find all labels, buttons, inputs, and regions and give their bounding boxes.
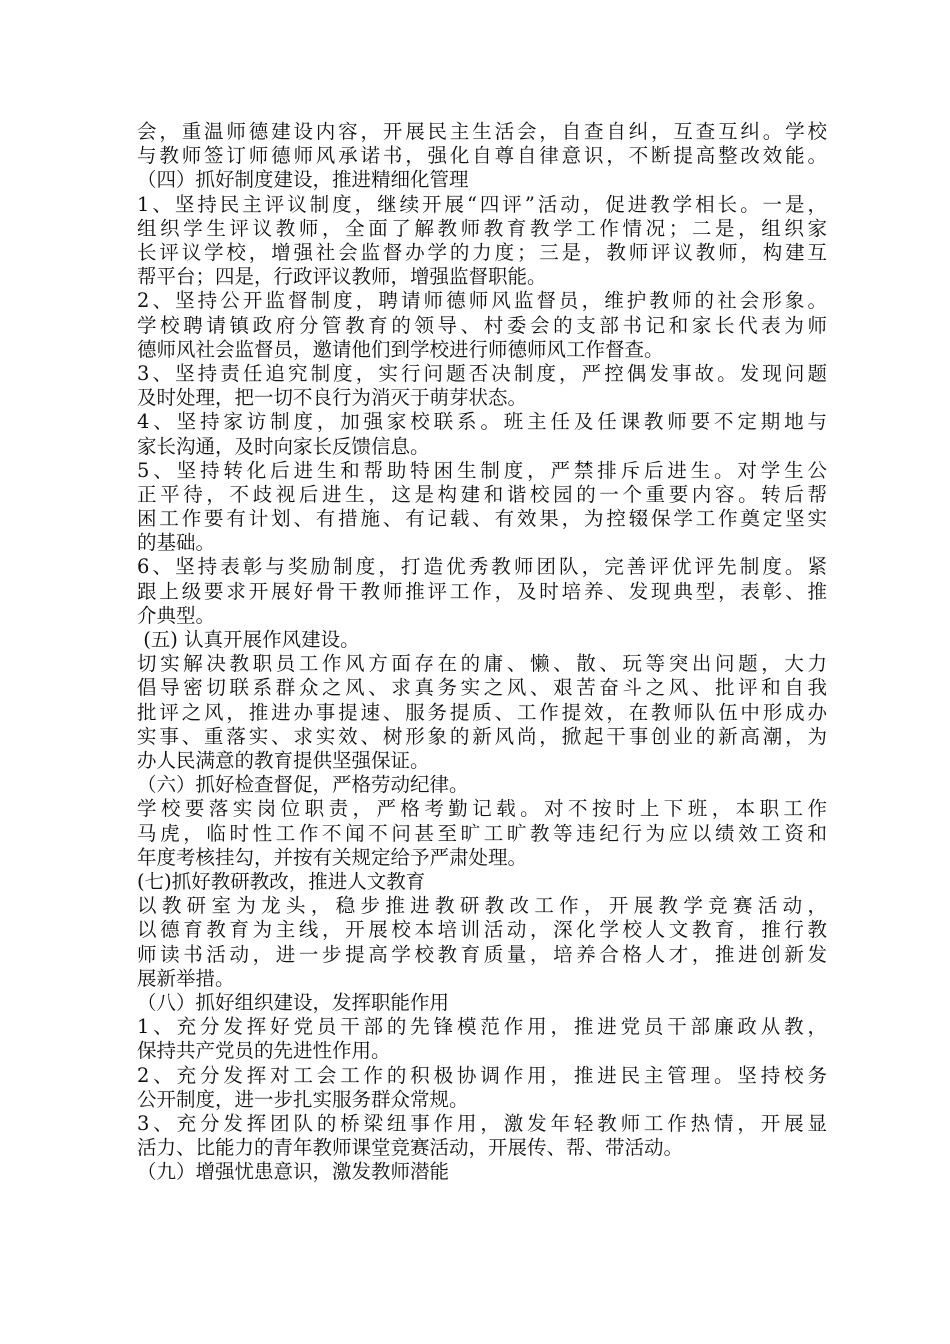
text-line: 6、坚持表彰与奖励制度，打造优秀教师团队，完善评优评先制度。紧 xyxy=(137,555,827,579)
text-line: （六）抓好检查督促，严格劳动纪律。 xyxy=(137,773,469,797)
text-line: 3、坚持责任追究制度，实行问题否决制度，严控偶发事故。发现问题 xyxy=(137,361,827,385)
text-line: 及时处理，把一切不良行为消灭于萌芽状态。 xyxy=(137,386,528,410)
text-line: 切实解决教职员工作风方面存在的庸、懒、散、玩等突出问题，大力 xyxy=(137,652,827,676)
text-line: （四）抓好制度建设，推进精细化管理 xyxy=(137,168,469,192)
text-line: 德师风社会监督员，邀请他们到学校进行师德师风工作督查。 xyxy=(137,337,664,361)
text-line: 会，重温师德建设内容，开展民主生活会，自查自纠，互查互纠。学校 xyxy=(137,120,827,143)
text-line: 展新举措。 xyxy=(137,966,235,990)
text-line: 年度考核挂勾，并按有关规定给予严肃处理。 xyxy=(137,845,528,869)
text-line: 活力、比能力的青年教师课堂竞赛活动，开展传、帮、带活动。 xyxy=(137,1136,684,1160)
text-line: 倡导密切联系群众之风、求真务实之风、艰苦奋斗之风、批评和自我 xyxy=(137,676,827,700)
document-body xyxy=(137,120,827,1185)
text-line: 马虎，临时性工作不闻不问甚至旷工旷教等违纪行为应以绩效工资和 xyxy=(137,821,827,845)
text-line: 学校要落实岗位职责，严格考勤记载。对不按时上下班，本职工作 xyxy=(137,797,827,821)
text-line: 与教师签订师德师风承诺书，强化自尊自律意识，不断提高整改效能。 xyxy=(137,144,827,168)
text-line: （八）抓好组织建设，发挥职能作用 xyxy=(137,990,450,1014)
text-line: (五) 认真开展作风建设。 xyxy=(137,628,360,652)
text-line: 实事、重落实、求实效、树形象的新风尚，掀起干事创业的新高潮，为 xyxy=(137,724,827,748)
text-line: 师读书活动，进一步提高学校教育质量，培养合格人才，推进创新发 xyxy=(137,942,827,966)
text-line: （九）增强忧患意识，激发教师潜能 xyxy=(137,1160,450,1184)
text-line: 帮平台；四是，行政评议教师，增强监督职能。 xyxy=(137,265,547,289)
text-line: 保持共产党员的先进性作用。 xyxy=(137,1039,391,1063)
text-line: 困工作要有计划、有措施、有记载、有效果，为控辍保学工作奠定坚实 xyxy=(137,507,827,531)
text-line: 3、充分发挥团队的桥梁纽事作用，激发年轻教师工作热情，开展显 xyxy=(137,1111,827,1135)
text-line: 2、充分发挥对工会工作的积极协调作用，推进民主管理。坚持校务 xyxy=(137,1063,827,1087)
text-line: 介典型。 xyxy=(137,603,216,627)
text-line: (七)抓好教研教改，推进人文教育 xyxy=(137,869,426,893)
text-line: 办人民满意的教育提供坚强保证。 xyxy=(137,749,430,772)
text-line: 公开制度，进一步扎实服务群众常规。 xyxy=(137,1087,469,1111)
text-line: 5、坚持转化后进生和帮助特困生制度，严禁排斥后进生。对学生公 xyxy=(137,458,827,482)
text-line: 学校聘请镇政府分管教育的领导、村委会的支部书记和家长代表为师 xyxy=(137,313,827,337)
text-line: 4、坚持家访制度，加强家校联系。班主任及任课教师要不定期地与 xyxy=(137,410,827,434)
text-line: 2、坚持公开监督制度，聘请师德师风监督员，维护教师的社会形象。 xyxy=(137,289,827,313)
text-line: 以教研室为龙头，稳步推进教研教改工作，开展教学竞赛活动， xyxy=(137,894,827,918)
text-line: 1、坚持民主评议制度，继续开展“四评”活动，促进教学相长。一是， xyxy=(137,192,827,216)
text-line: 1、充分发挥好党员干部的先锋模范作用，推进党员干部廉政从教， xyxy=(137,1015,827,1039)
text-line: 批评之风，推进办事提速、服务提质、工作提效，在教师队伍中形成办 xyxy=(137,700,827,724)
text-line: 跟上级要求开展好骨干教师推评工作，及时培养、发现典型，表彰、推 xyxy=(137,579,827,603)
text-line: 家长沟通，及时向家长反馈信息。 xyxy=(137,434,430,458)
text-line: 长评议学校，增强社会监督办学的力度；三是，教师评议教师，构建互 xyxy=(137,240,827,264)
text-line: 组织学生评议教师，全面了解教师教育教学工作情况；二是，组织家 xyxy=(137,216,827,240)
text-line: 以德育教育为主线，开展校本培训活动，深化学校人文教育，推行教 xyxy=(137,918,827,942)
text-line: 正平待，不歧视后进生，这是构建和谐校园的一个重要内容。转后帮 xyxy=(137,482,827,506)
text-line: 的基础。 xyxy=(137,531,216,555)
